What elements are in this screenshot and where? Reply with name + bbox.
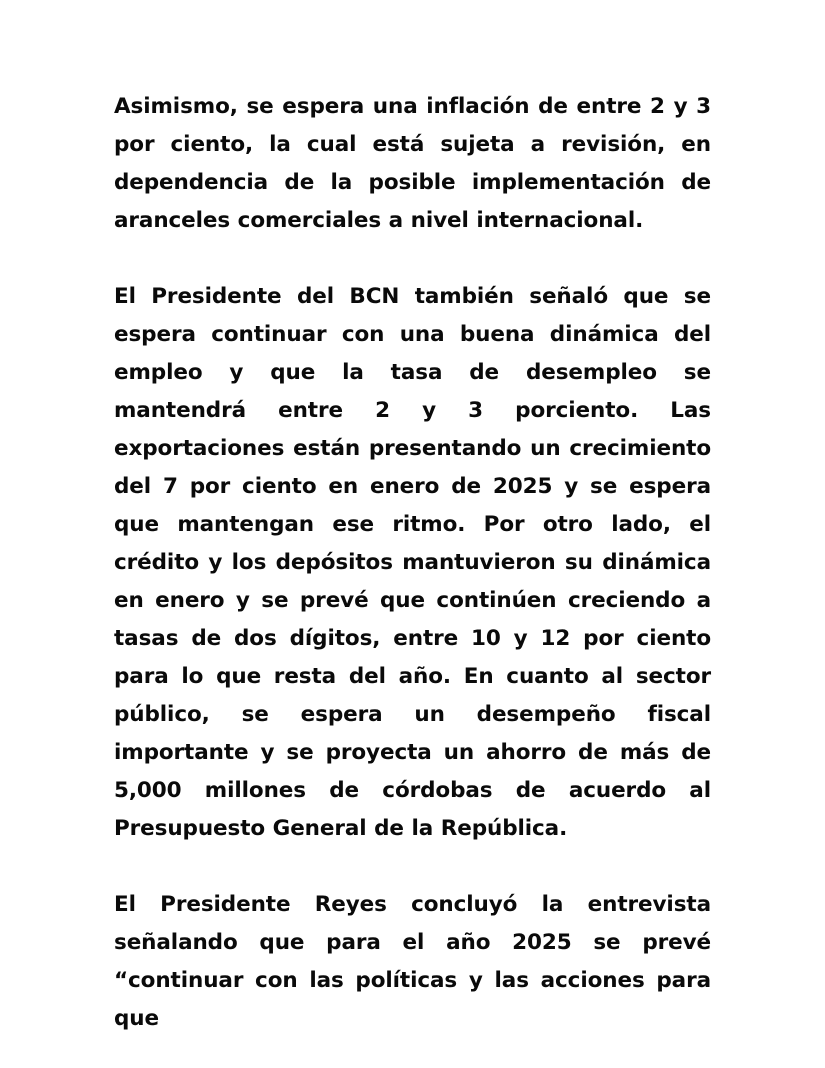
paragraph-bcn-president-statement: El Presidente del BCN también señaló que se espera continuar con una buena dinámica del empleo y que la tasa de desempleo se mantendrá entre 2 y 3 porciento. Las exportaciones están presentando un crecimiento del 7 por ciento en enero de 2025 y se espera que mantengan ese ritmo. Por otro lado, el crédito y los depósitos mantuvieron su dinámica en enero y se prevé que continúen creciendo a tasas de dos dígitos, entre 10 y 12 por ciento para lo que resta del año. En cuanto al sector público, se espera un desempeño fiscal importante y se proyecta un ahorro de más de 5,000 millones de córdobas de acuerdo al Presupuesto General de la República. (114, 284, 711, 841)
document-body (114, 88, 711, 1068)
paragraph-president-reyes-conclusion: El Presidente Reyes concluyó la entrevista señalando que para el año 2025 se prevé “continuar con las políticas y las acciones para que (114, 892, 711, 1031)
paragraph-inflation-outlook: Asimismo, se espera una inflación de entre 2 y 3 por ciento, la cual está sujeta a revisión, en dependencia de la posible implementación de aranceles comerciales a nivel internacional. (114, 94, 711, 233)
